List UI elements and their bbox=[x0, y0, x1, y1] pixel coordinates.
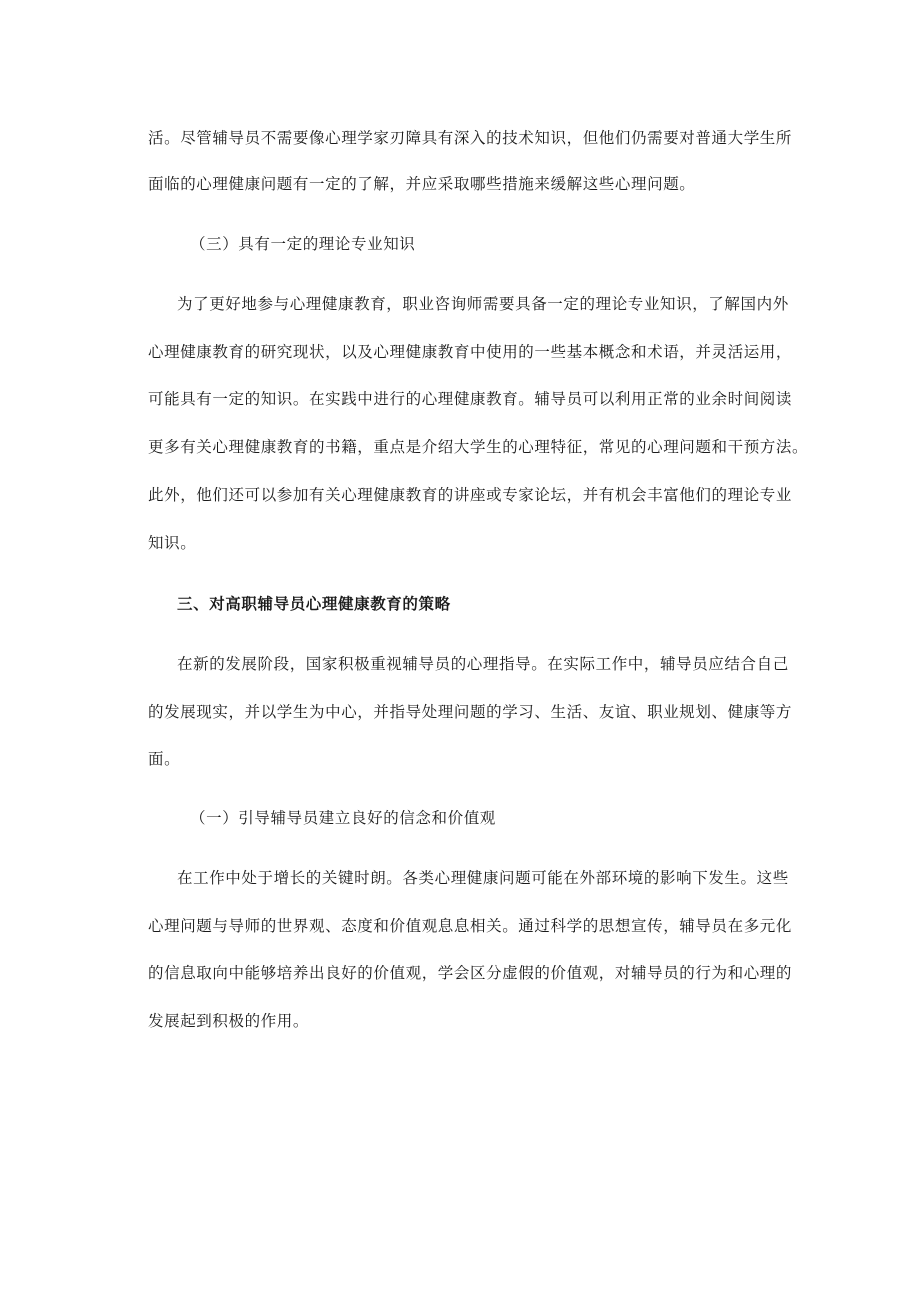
text-line: 面。 bbox=[148, 750, 181, 768]
text-line: 面临的心理健康问题有一定的了解，并应采取哪些措施来缓解这些心理问题。 bbox=[148, 175, 696, 193]
text-line: 知识。 bbox=[148, 534, 197, 552]
text-line: 心理问题与导师的世界观、态度和价值观息息相关。通过科学的思想宣传，辅导员在多元化 bbox=[148, 917, 793, 935]
section-heading: 三、对高职辅导员心理健康教育的策略 bbox=[177, 595, 451, 613]
text-line: 更多有关心理健康教育的书籍，重点是介绍大学生的心理特征，常见的心理问题和干预方法。 bbox=[148, 438, 809, 456]
text-line: 此外，他们还可以参加有关心理健康教育的讲座或专家论坛，并有机会丰富他们的理论专业 bbox=[148, 486, 793, 504]
subsection-heading-1: （一）引导辅导员建立良好的信念和价值观 bbox=[190, 809, 496, 827]
subsection-heading-3: （三）具有一定的理论专业知识 bbox=[190, 235, 416, 253]
text-line: 可能具有一定的知识。在实践中进行的心理健康教育。辅导员可以利用正常的业余时间阅读 bbox=[148, 390, 793, 408]
text-line: 心理健康教育的研究现状，以及心理健康教育中使用的一些基本概念和术语，并灵活运用， bbox=[148, 343, 793, 361]
text-line: 的发展现实，并以学生为中心，并指导处理问题的学习、生活、友谊、职业规划、健康等方 bbox=[148, 703, 793, 721]
text-line: 活。尽管辅导员不需要像心理学家刃障具有深入的技术知识，但他们仍需要对普通大学生所 bbox=[148, 129, 793, 147]
text-line: 为了更好地参与心理健康教育，职业咨询师需要具备一定的理论专业知识，了解国内外 bbox=[177, 295, 789, 313]
text-line: 在新的发展阶段，国家积极重视辅导员的心理指导。在实际工作中，辅导员应结合自己 bbox=[177, 655, 789, 673]
text-line: 的信息取向中能够培养出良好的价值观，学会区分虚假的价值观，对辅导员的行为和心理的 bbox=[148, 964, 793, 982]
text-line: 发展起到积极的作用。 bbox=[148, 1012, 310, 1030]
text-line: 在工作中处于增长的关键时朗。各类心理健康问题可能在外部环境的影响下发生。这些 bbox=[177, 869, 789, 887]
